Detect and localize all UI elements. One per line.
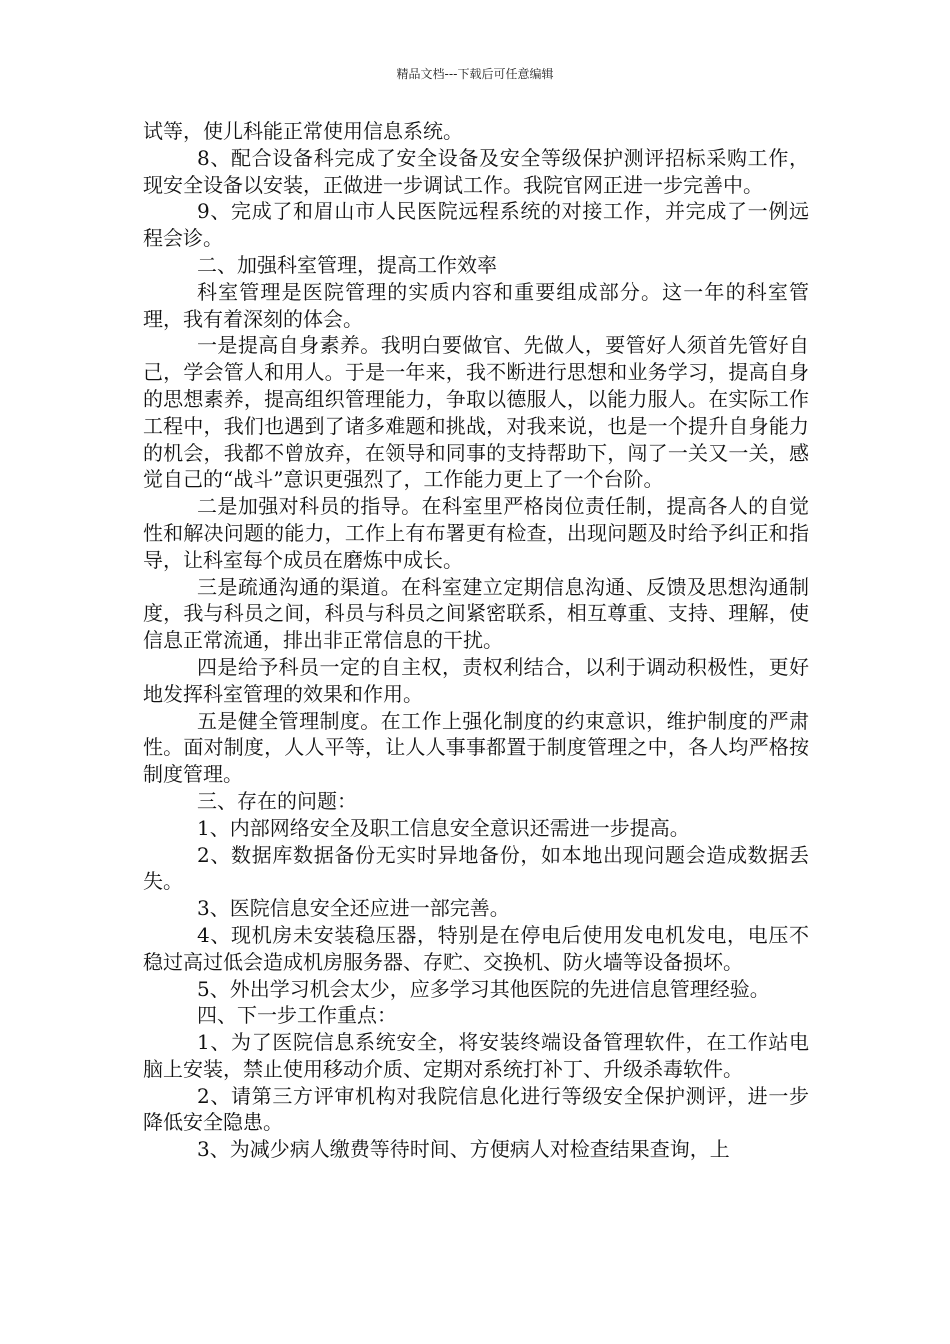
document-body: [143, 118, 809, 1163]
paragraph: 9、完成了和眉山市人民医院远程系统的对接工作，并完成了一例远程会诊。: [143, 199, 809, 251]
list-item: 1、内部网络安全及职工信息安全意识还需进一步提高。: [197, 815, 690, 840]
paragraph: 三是疏通沟通的渠道。在科室建立定期信息沟通、反馈及思想沟通制度，我与科员之间，科员与科员之间紧密联系，相互尊重、支持、理解，使信息正常流通，排出非正常信息的干扰。: [143, 574, 809, 653]
paragraph: 四是给予科员一定的自主权，责权利结合，以利于调动积极性，更好地发挥科室管理的效果和作用。: [143, 654, 809, 706]
paragraph: 一是提高自身素养。我明白要做官、先做人，要管好人须首先管好自己，学会管人和用人。于是一年来，我不断进行思想和业务学习，提高自身的思想素养，提高组织管理能力，争取以德服人，以能力服人。在实际工作工程中，我们也遇到了诸多难题和挑战，对我来说，也是一个提升自身能力的机会，我都不曾放弃，在领导和同事的支持帮助下，闯了一关又一关，感觉自己的“战斗”意识更强烈了，工作能力更上了一个台阶。: [143, 333, 809, 492]
list-item: 3、医院信息安全还应进一部完善。: [197, 896, 510, 921]
paragraph: 科室管理是医院管理的实质内容和重要组成部分。这一年的科室管理，我有着深刻的体会。: [143, 279, 809, 331]
list-item: 4、现机房未安装稳压器，特别是在停电后使用发电机发电，电压不稳过高过低会造成机房服务器、存贮、交换机、防火墙等设备损坏。: [143, 922, 809, 974]
list-item: 2、请第三方评审机构对我院信息化进行等级安全保护测评，进一步降低安全隐患。: [143, 1083, 809, 1135]
paragraph: 试等，使儿科能正常使用信息系统。: [143, 119, 463, 143]
paragraph: 五是健全管理制度。在工作上强化制度的约束意识，维护制度的严肃性。面对制度，人人平等，让人人事事都置于制度管理之中，各人均严格按制度管理。: [143, 708, 809, 787]
paragraph: 8、配合设备科完成了安全设备及安全等级保护测评招标采购工作，现安全设备以安装，正做进一步调试工作。我院官网正进一步完善中。: [143, 145, 809, 197]
page-header: 精品文档---下载后可任意编辑: [396, 67, 554, 81]
section-heading: 二、加强科室管理，提高工作效率: [197, 252, 497, 277]
list-item: 1、为了医院信息系统安全，将安装终端设备管理软件，在工作站电脑上安装，禁止使用移动介质、定期对系统打补丁、升级杀毒软件。: [143, 1030, 809, 1081]
list-item: 3、为减少病人缴费等待时间、方便病人对检查结果查询，上: [197, 1137, 730, 1162]
paragraph: 二是加强对科员的指导。在科室里严格岗位责任制，提高各人的自觉性和解决问题的能力，工作上有布署更有检查，出现问题及时给予纠正和指导，让科室每个成员在磨炼中成长。: [143, 494, 809, 572]
list-item: 2、数据库数据备份无实时异地备份，如本地出现问题会造成数据丢失。: [143, 842, 809, 894]
section-heading: 三、存在的问题：: [197, 788, 357, 813]
section-heading: 四、下一步工作重点：: [197, 1003, 397, 1028]
list-item: 5、外出学习机会太少，应多学习其他医院的先进信息管理经验。: [197, 976, 770, 1001]
